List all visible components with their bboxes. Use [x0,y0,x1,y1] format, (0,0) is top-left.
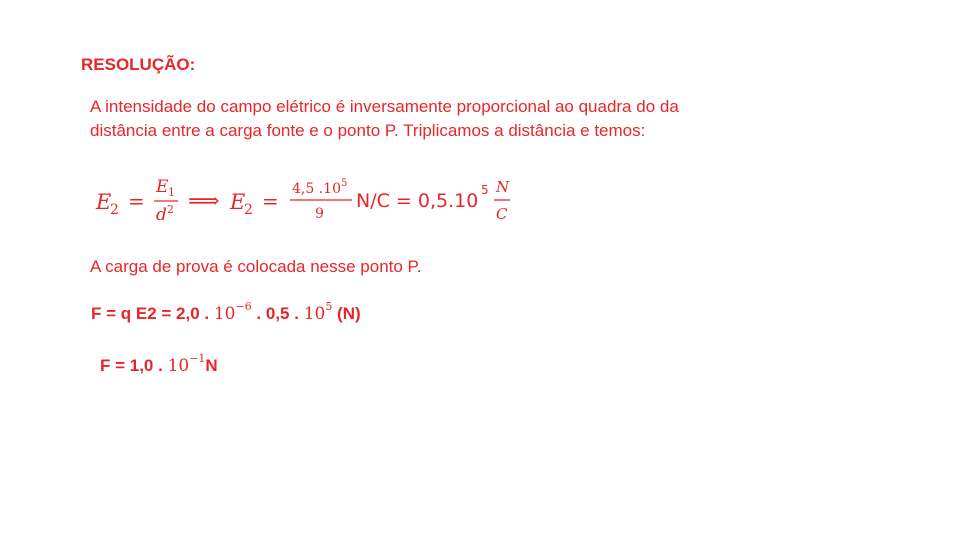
force1-base2: 10 [303,304,326,324]
eq-implies: ⟹ [188,189,220,214]
eq-lhs-var: E [96,190,112,214]
paragraph-line-2: distância entre a carga fonte e o ponto P. Triplicamos a distância e temos: [90,121,646,140]
force2-suffix: N [205,356,218,375]
force1-exp2: 5 [325,300,333,314]
eq-unit-num: N [496,178,510,196]
eq-unit-den: C [496,205,508,223]
force-result [100,352,218,376]
eq-frac2-den: 9 [315,206,324,222]
eq-rhs-sub: 2 [244,202,253,218]
eq-rhs-var: E [230,190,246,214]
force1-mid: . 0,5 . [251,304,304,323]
force2-exp: −1 [189,352,206,366]
eq-frac1-num-sub: 1 [168,186,175,199]
eq-frac2-num-base: 4,5 .10 [292,181,341,197]
force2-prefix: F = 1,0 . [100,356,168,375]
eq-equals-1: = [128,189,145,213]
electric-field-equation [92,174,522,230]
force1-suffix: (N) [332,304,361,323]
equation-svg [92,174,522,230]
force1-prefix: F = q E2 = 2,0 . [91,304,214,323]
eq-frac1-den-var: d [156,205,167,225]
explanation-paragraph [90,95,679,143]
eq-frac1-num-var: E [156,177,169,197]
eq-frac2-num-exp: 5 [341,178,348,189]
charge-statement: A carga de prova é colocada nesse ponto P. [90,257,422,276]
paragraph-line-1: A intensidade do campo elétrico é inversamente proporcional ao quadra do da [90,97,679,116]
force1-exp1: −6 [235,300,252,314]
resolution-heading: RESOLUÇÃO: [81,55,196,74]
eq-frac1-den-exp: 2 [167,203,174,216]
eq-unit-mid-exp: 5 [481,183,489,197]
force1-base1: 10 [213,304,236,324]
eq-unit-mid: N/C = 0,5.10 [356,190,479,212]
force-calculation [91,300,361,324]
force2-base: 10 [167,356,190,376]
eq-equals-2: = [262,189,279,213]
eq-lhs-sub: 2 [110,202,119,218]
